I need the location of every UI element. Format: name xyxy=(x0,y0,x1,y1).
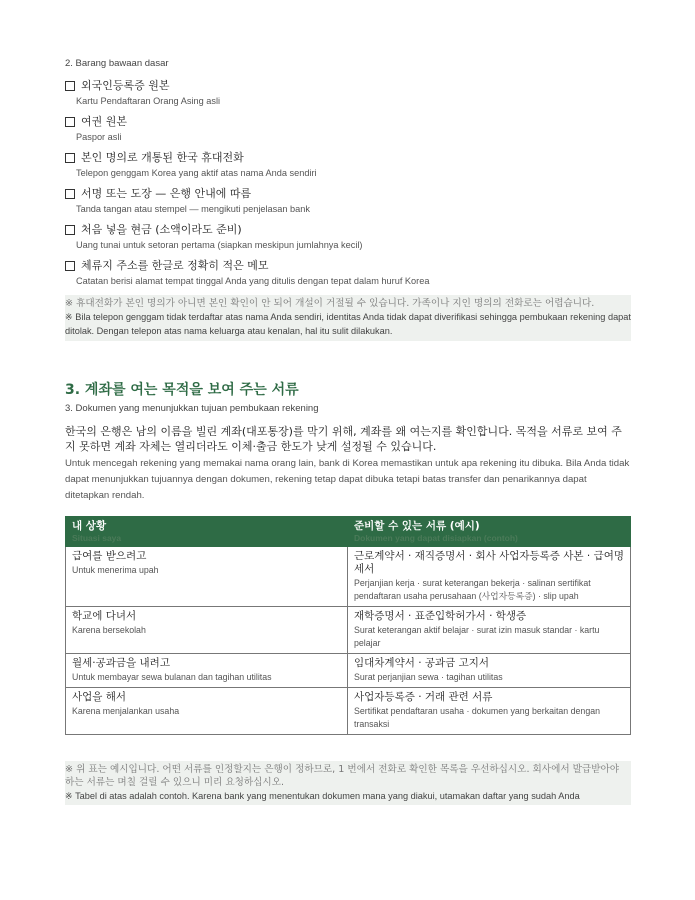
table-cell-documents xyxy=(348,688,631,735)
header-label: 준비할 수 있는 서류 (예시) xyxy=(354,520,480,532)
cell-text: 급여를 받으려고 xyxy=(72,550,147,562)
table-header-documents xyxy=(348,517,631,547)
checklist-item xyxy=(65,187,631,214)
checklist-item xyxy=(65,223,631,250)
table-note-korean: ※ 위 표는 예시입니다. 어떤 서류를 인정할지는 은행이 정하므로, 1 번에서 전화로 확인한 목록을 우선하십시오. 회사에서 발급받아야 하는 서류는 며칠 걸릴 수 있으니 미리 요청하십시오. xyxy=(65,764,619,788)
checklist-item-label: 여권 원본 xyxy=(81,115,128,128)
cell-translation: Karena bersekolah xyxy=(72,625,146,635)
checklist-item xyxy=(65,79,631,106)
checklist-item-translation: Kartu Pendaftaran Orang Asing asli xyxy=(76,96,221,106)
phone-note-korean: ※ 휴대전화가 본인 명의가 아니면 본인 확인이 안 되어 개설이 거절될 수 있습니다. 가족이나 지인 명의의 전화로는 어렵습니다. xyxy=(65,298,595,309)
cell-translation: Surat keterangan aktif belajar · surat izin masuk standar · kartu pelajar xyxy=(354,625,600,648)
table-header-row xyxy=(66,517,631,547)
checklist-item-translation: Paspor asli xyxy=(76,132,122,142)
checklist-item xyxy=(65,151,631,178)
cell-translation: Karena menjalankan usaha xyxy=(72,706,180,716)
checkbox-icon[interactable] xyxy=(65,81,75,91)
cell-text: 월세·공과금을 내려고 xyxy=(72,657,170,669)
header-translation: Situasi saya xyxy=(72,533,122,543)
cell-text: 재학증명서 · 표준입학허가서 · 학생증 xyxy=(354,610,527,622)
cell-translation: Sertifikat pendaftaran usaha · dokumen yang berkaitan dengan transaksi xyxy=(354,706,600,729)
checklist-item-translation: Telepon genggam Korea yang aktif atas nama Anda sendiri xyxy=(76,168,317,178)
phone-note-box xyxy=(65,295,631,341)
checklist-item-label: 체류지 주소를 한글로 정확히 적은 메모 xyxy=(81,259,269,272)
checklist-item-translation: Tanda tangan atau stempel — mengikuti penjelasan bank xyxy=(76,204,310,214)
table-cell-documents xyxy=(348,547,631,607)
cell-translation: Surat perjanjian sewa · tagihan utilitas xyxy=(354,672,503,682)
cell-text: 근로계약서 · 재직증명서 · 회사 사업자등록증 사본 · 급여명세서 xyxy=(354,550,625,575)
checkbox-icon[interactable] xyxy=(65,261,75,271)
checklist-item xyxy=(65,115,631,142)
table-row xyxy=(66,547,631,607)
section-2-heading: 2. Barang bawaan dasar xyxy=(65,58,169,69)
checklist-item-label: 본인 명의로 개통된 한국 휴대전화 xyxy=(81,151,244,164)
cell-translation: Untuk membayar sewa bulanan dan tagihan utilitas xyxy=(72,672,272,682)
table-cell-situation xyxy=(66,654,348,688)
checklist-item-translation: Uang tunai untuk setoran pertama (siapkan meskipun jumlahnya kecil) xyxy=(76,240,363,250)
cell-text: 학교에 다녀서 xyxy=(72,610,137,622)
table-cell-documents xyxy=(348,607,631,654)
checklist-item-label: 외국인등록증 원본 xyxy=(81,79,170,92)
cell-translation: Untuk menerima upah xyxy=(72,565,159,575)
table-cell-situation xyxy=(66,547,348,607)
table-row xyxy=(66,688,631,735)
purpose-paragraph-indonesian: Untuk mencegah rekening yang memakai nama orang lain, bank di Korea memastikan untuk apa rekening itu dibuka. Bila Anda tidak dapat menunjukkan tujuannya dengan dokumen, rekening tetap dapat dibuka tetapi batas transfer dan penarikannya dapat ditetapkan rendah. xyxy=(65,458,630,501)
documents-table xyxy=(65,516,631,735)
checkbox-icon[interactable] xyxy=(65,117,75,127)
cell-translation: Perjanjian kerja · surat keterangan bekerja · salinan sertifikat pendaftaran usaha perusahaan (사업자등록증) · slip upah xyxy=(354,578,591,601)
cell-text: 사업자등록증 · 거래 관련 서류 xyxy=(354,691,493,703)
table-header-situation xyxy=(66,517,348,547)
header-label: 내 상황 xyxy=(72,520,107,532)
checkbox-icon[interactable] xyxy=(65,225,75,235)
table-cell-situation xyxy=(66,607,348,654)
phone-note-indonesian: ※ Bila telepon genggam tidak terdaftar atas nama Anda sendiri, identitas Anda tidak dapat diverifikasi sehingga pembukaan rekening dapat ditolak. Dengan telepon atas nama keluarga atau kenalan, hal itu sulit dilakukan. xyxy=(65,312,631,336)
table-cell-situation xyxy=(66,688,348,735)
table-row xyxy=(66,607,631,654)
purpose-paragraph-korean: 한국의 은행은 남의 이름을 빌린 계좌(대포통장)를 막기 위해, 계좌를 왜 여는지를 확인합니다. 목적을 서류로 보여 주지 못하면 계좌 자체는 열리더라도 이체·출금 한도가 낮게 설정될 수 있습니다. xyxy=(65,425,622,453)
checklist-item-label: 처음 넣을 현금 (소액이라도 준비) xyxy=(81,223,242,236)
checklist-item xyxy=(65,259,631,286)
table-note-box xyxy=(65,761,631,805)
checkbox-icon[interactable] xyxy=(65,189,75,199)
document-page xyxy=(65,58,631,805)
table-cell-documents xyxy=(348,654,631,688)
cell-text: 사업을 해서 xyxy=(72,691,127,703)
checklist-item-translation: Catatan berisi alamat tempat tinggal Anda yang ditulis dengan tepat dalam huruf Korea xyxy=(76,276,430,286)
section-3-title: 3. 계좌를 여는 목적을 보여 주는 서류 xyxy=(65,382,299,398)
checkbox-icon[interactable] xyxy=(65,153,75,163)
header-translation: Dokumen yang dapat disiapkan (contoh) xyxy=(354,533,518,543)
table-row xyxy=(66,654,631,688)
table-note-indonesian: ※ Tabel di atas adalah contoh. Karena bank yang menentukan dokumen mana yang diakui, utamakan daftar yang sudah Anda xyxy=(65,791,580,801)
section-3-subtitle: 3. Dokumen yang menunjukkan tujuan pembukaan rekening xyxy=(65,403,319,414)
cell-text: 임대차계약서 · 공과금 고지서 xyxy=(354,657,490,669)
checklist-item-label: 서명 또는 도장 — 은행 안내에 따름 xyxy=(81,187,252,200)
